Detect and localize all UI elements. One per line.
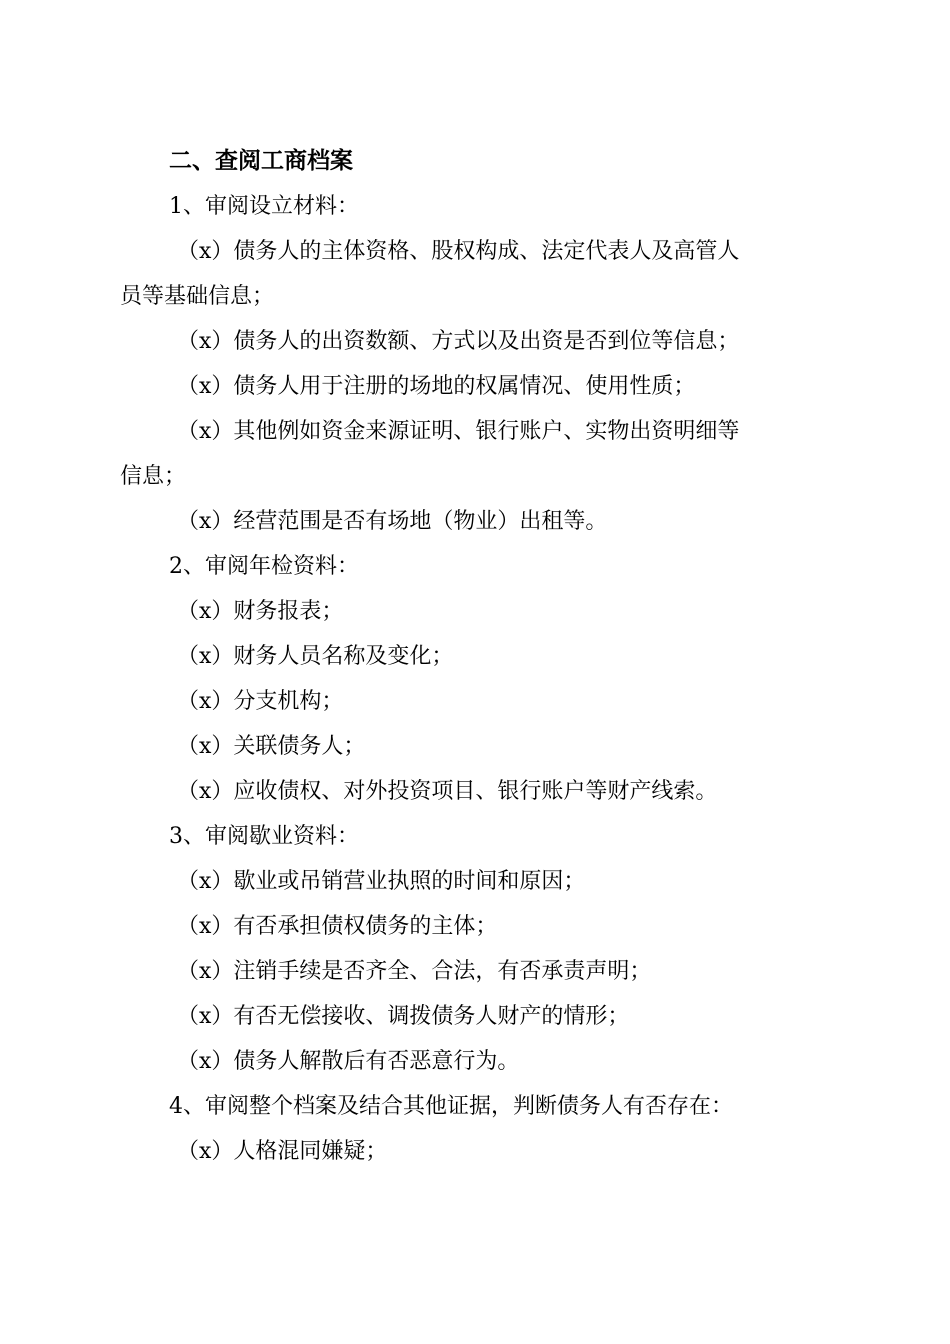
subsection-title-1: 1、审阅设立材料： <box>169 194 359 219</box>
subsection-title-3: 3、审阅歇业资料： <box>169 824 359 849</box>
subsection-title-2: 2、审阅年检资料： <box>169 554 359 579</box>
list-item: （x）歇业或吊销营业执照的时间和原因； <box>177 869 586 894</box>
section-heading: 二、查阅工商档案 <box>169 148 353 174</box>
list-item-line-1: （x）债务人的主体资格、股权构成、法定代表人及高管人 <box>177 239 740 264</box>
list-item: （x）债务人的出资数额、方式以及出资是否到位等信息； <box>177 329 740 354</box>
list-item <box>120 229 832 319</box>
list-item: （x）债务人解散后有否恶意行为。 <box>177 1049 520 1074</box>
list-item-line-2: 信息； <box>120 464 187 489</box>
list-item: （x）有否承担债权债务的主体； <box>177 914 498 939</box>
list-item: （x）经营范围是否有场地（物业）出租等。 <box>177 509 608 534</box>
list-item: （x）有否无偿接收、调拨债务人财产的情形； <box>177 1004 630 1029</box>
list-item-line-2: 员等基础信息； <box>120 284 275 309</box>
list-item-line-1: （x）其他例如资金来源证明、银行账户、实物出资明细等 <box>177 419 740 444</box>
list-item <box>120 409 832 499</box>
list-item: （x）债务人用于注册的场地的权属情况、使用性质； <box>177 374 696 399</box>
list-item: （x）关联债务人； <box>177 734 366 759</box>
document-body <box>120 138 832 1174</box>
list-item: （x）财务报表； <box>177 599 344 624</box>
list-item: （x）注销手续是否齐全、合法，有否承责声明； <box>177 959 652 984</box>
list-item: （x）财务人员名称及变化； <box>177 644 454 669</box>
subsection-title-4: 4、审阅整个档案及结合其他证据，判断债务人有否存在： <box>169 1094 733 1119</box>
list-item: （x）分支机构； <box>177 689 344 714</box>
list-item: （x）应收债权、对外投资项目、银行账户等财产线索。 <box>177 779 718 804</box>
list-item: （x）人格混同嫌疑； <box>177 1139 388 1164</box>
